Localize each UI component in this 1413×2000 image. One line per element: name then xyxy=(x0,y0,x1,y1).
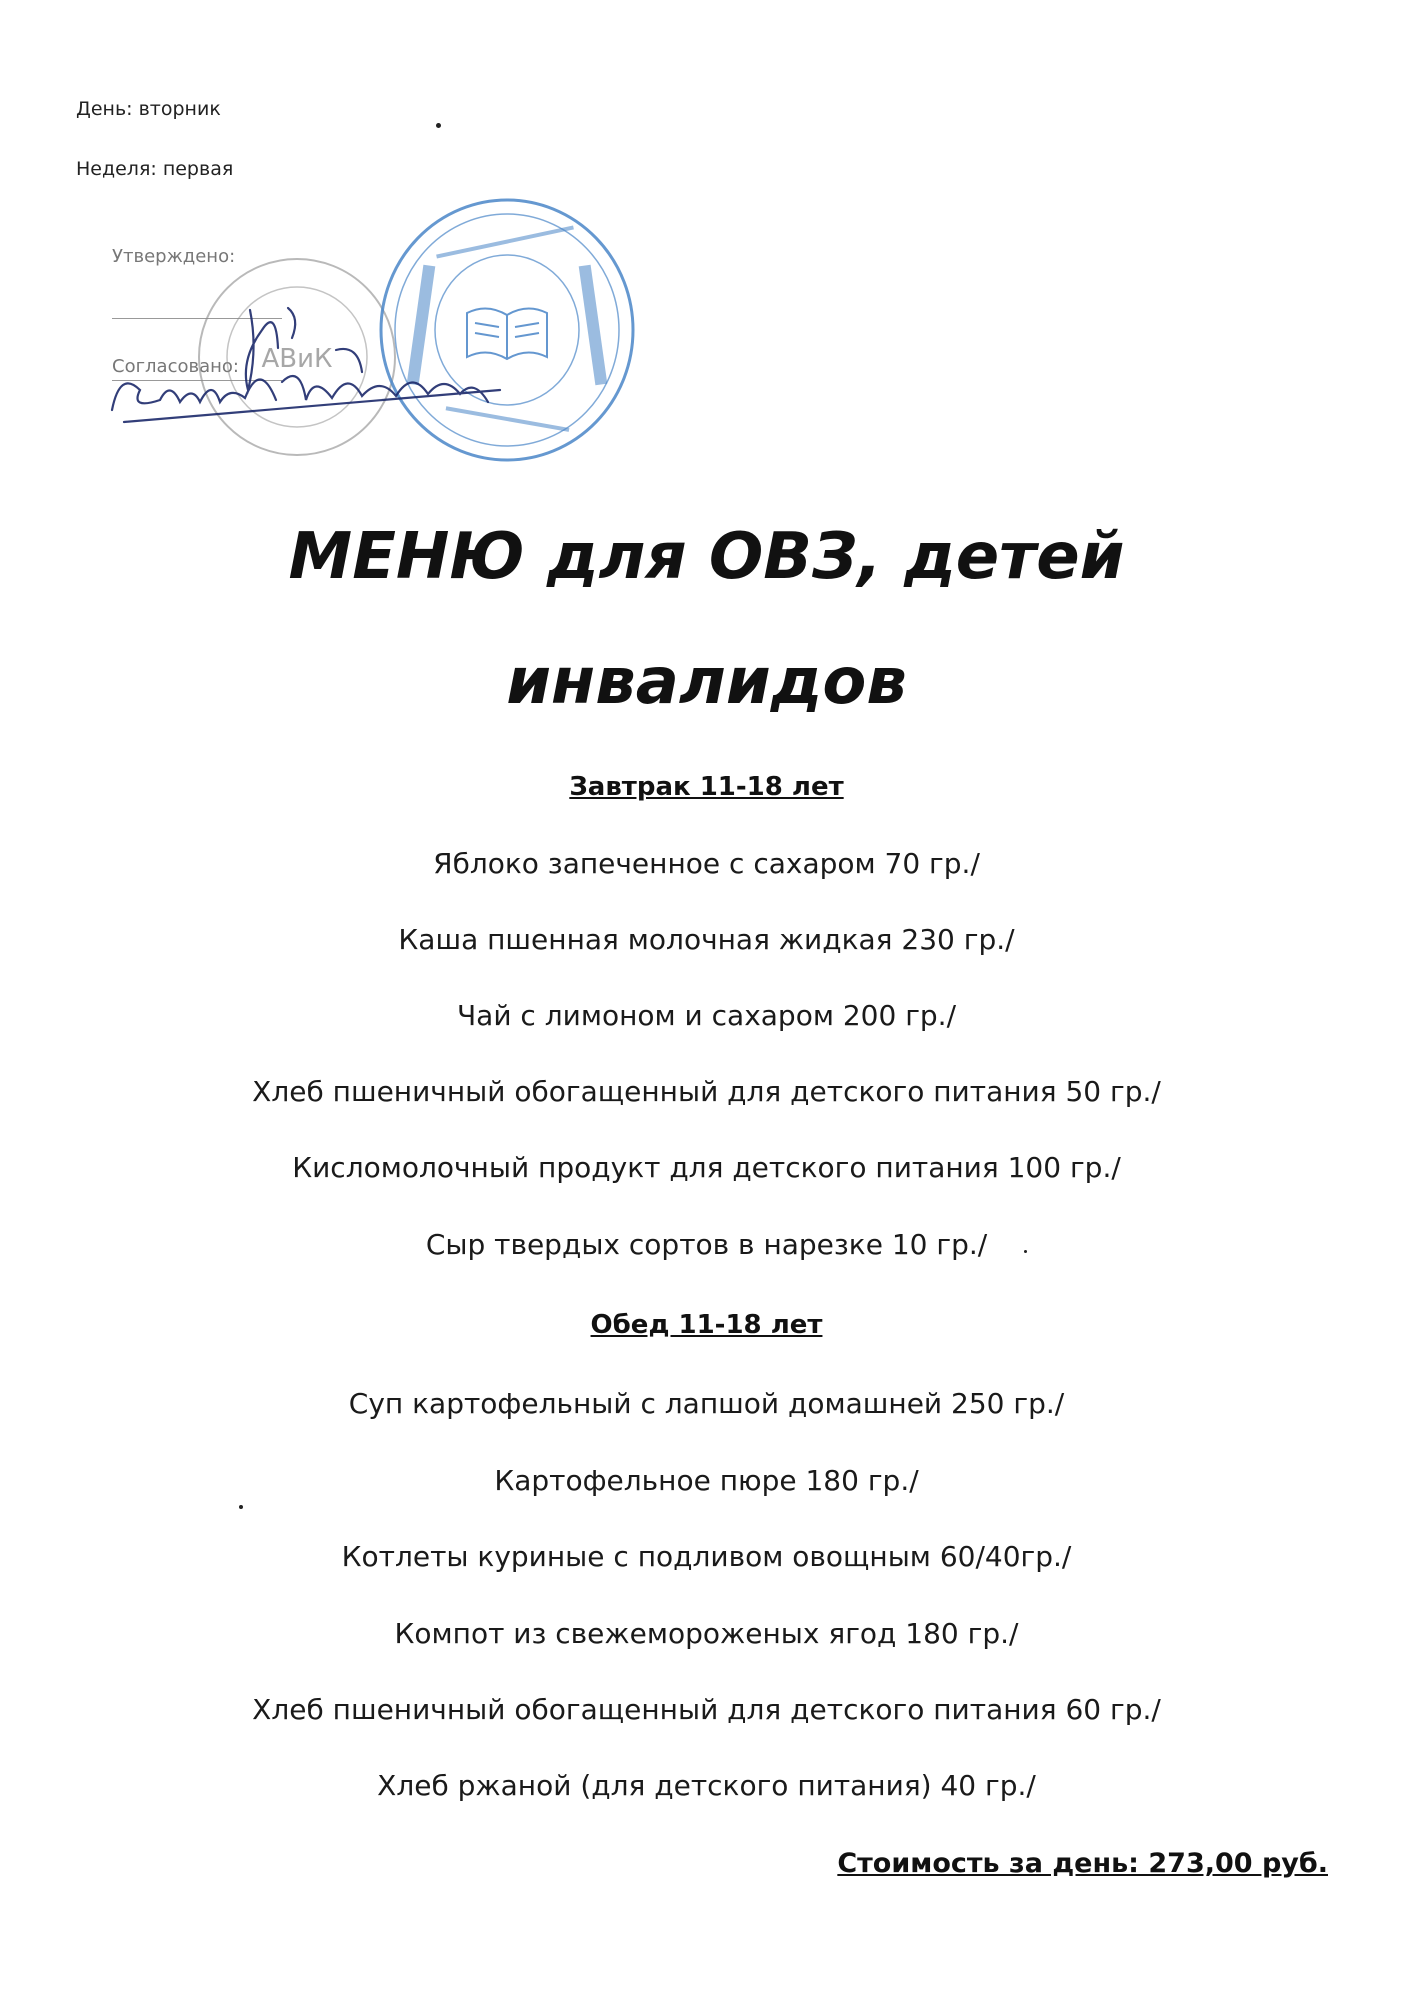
scan-speck xyxy=(239,1505,243,1509)
scan-speck xyxy=(436,123,441,128)
page-title-line-1: МЕНЮ для ОВЗ, детей xyxy=(288,520,1125,594)
menu-item: Котлеты куриные с подливом овощным 60/40гр./ xyxy=(341,1540,1072,1573)
menu-item: Кисломолочный продукт для детского питания 100 гр./ xyxy=(292,1151,1121,1184)
menu-item: Чай с лимоном и сахаром 200 гр./ xyxy=(456,999,957,1032)
menu-item: Хлеб пшеничный обогащенный для детского питания 60 гр./ xyxy=(252,1693,1161,1726)
handwritten-signature-icon xyxy=(100,290,520,440)
svg-text:АВиК: АВиК xyxy=(261,344,333,374)
menu-item: Хлеб ржаной (для детского питания) 40 гр./ xyxy=(377,1769,1036,1802)
daily-cost: Стоимость за день: 273,00 руб. xyxy=(837,1848,1328,1879)
menu-item: Каша пшенная молочная жидкая 230 гр./ xyxy=(398,923,1015,956)
menu-item: Суп картофельный с лапшой домашней 250 гр./ xyxy=(348,1387,1065,1420)
approved-label: Утверждено: xyxy=(112,246,236,267)
page-title-line-2: инвалидов xyxy=(506,645,907,719)
breakfast-heading: Завтрак 11-18 лет xyxy=(569,772,844,802)
lunch-heading: Обед 11-18 лет xyxy=(590,1310,823,1340)
day-label: День: вторник xyxy=(76,98,221,120)
menu-item: Компот из свежемороженых ягод 180 гр./ xyxy=(394,1617,1019,1650)
week-label: Неделя: первая xyxy=(76,158,234,180)
agreed-label: Согласовано: xyxy=(112,356,239,377)
menu-item: Яблоко запеченное с сахаром 70 гр./ xyxy=(433,847,980,880)
menu-item: Хлеб пшеничный обогащенный для детского питания 50 гр./ xyxy=(252,1075,1161,1108)
menu-item: Сыр твердых сортов в нарезке 10 гр./ xyxy=(425,1228,988,1261)
menu-item: Картофельное пюре 180 гр./ xyxy=(494,1464,919,1497)
